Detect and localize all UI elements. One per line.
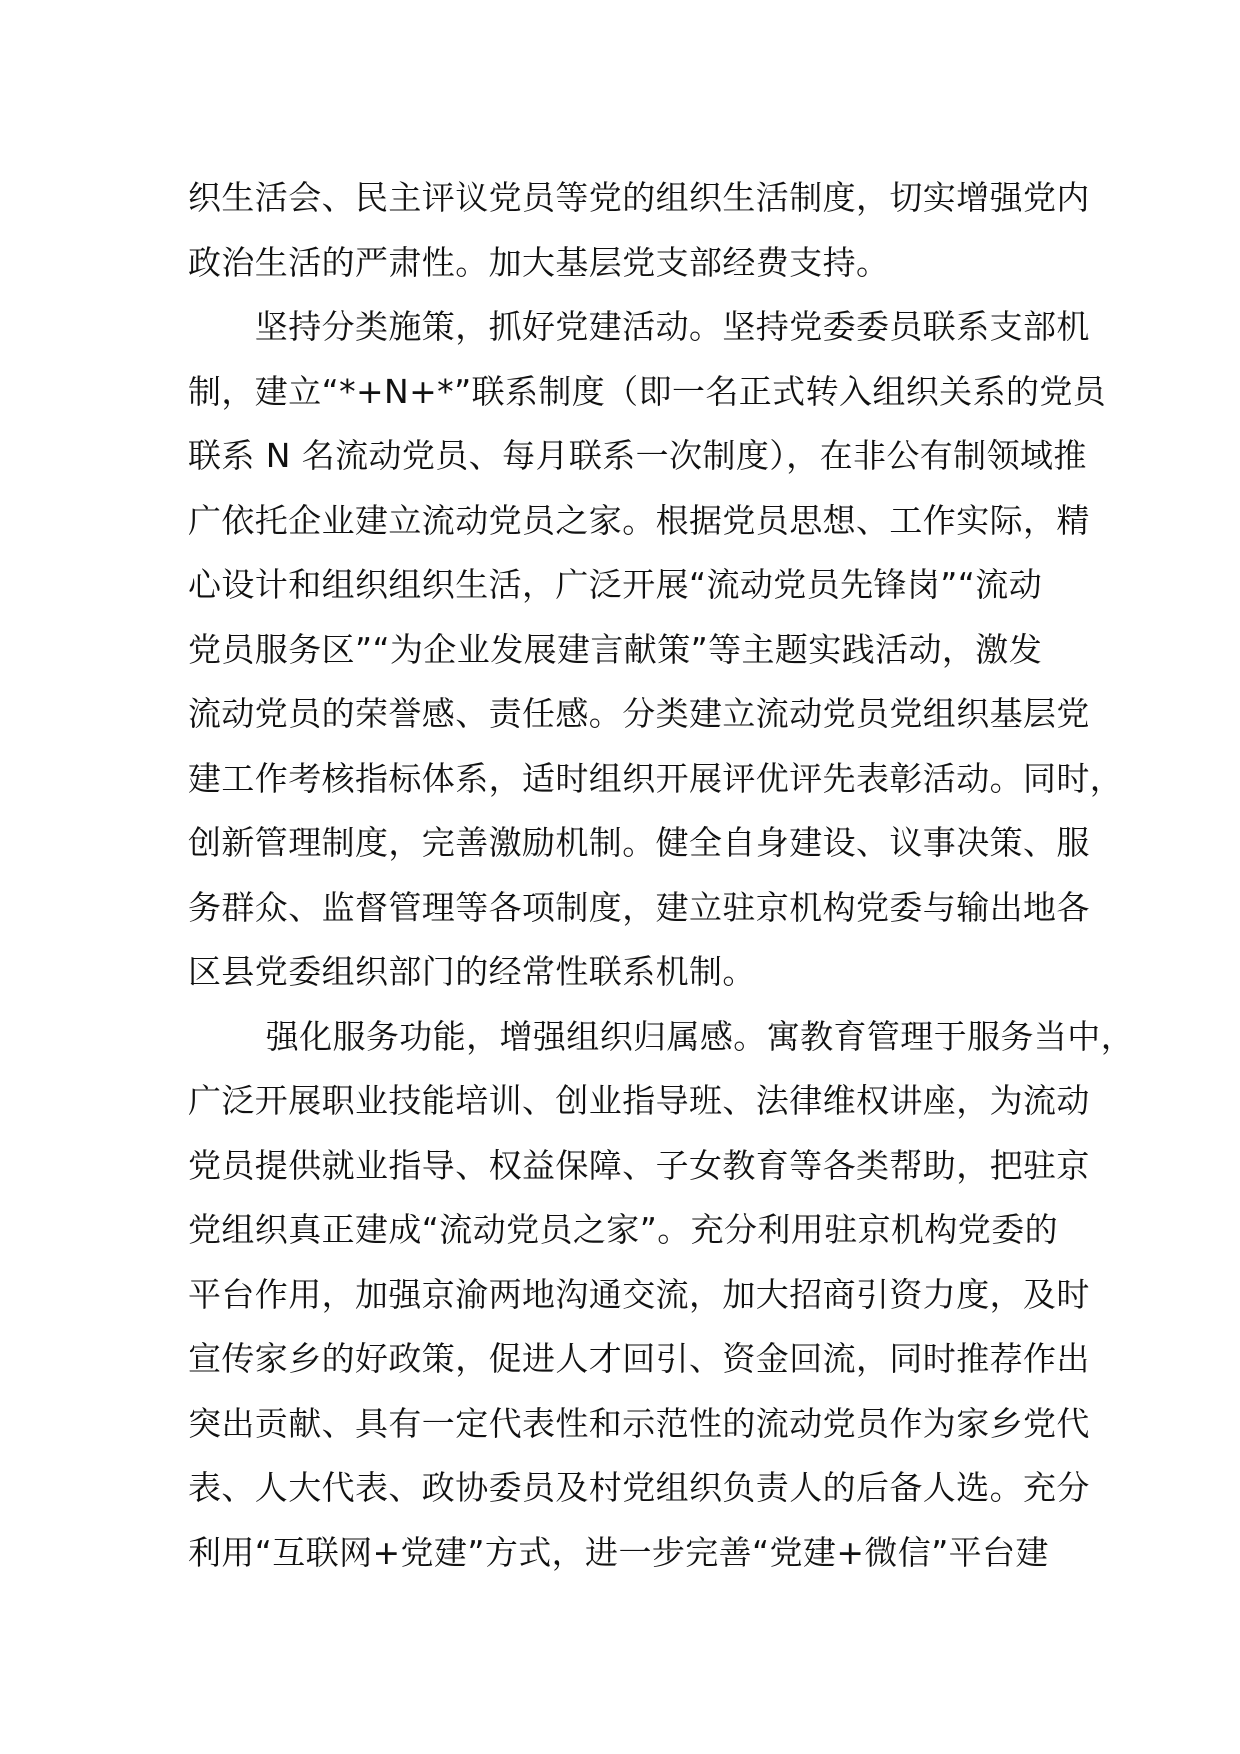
- text-line: 创新管理制度，完善激励机制。健全自身建设、议事决策、服: [188, 823, 1090, 862]
- paragraph-start-line: 强化服务功能，增强组织归属感。寓教育管理于服务当中，: [188, 1016, 1135, 1056]
- text-line: 利用“互联网+党建”方式，进一步完善“党建+微信”平台建: [188, 1532, 1049, 1572]
- text-line: 心设计和组织组织生活，广泛开展“流动党员先锋岗”“流动: [188, 565, 1043, 604]
- text-line: 区县党委组织部门的经常性联系机制。: [188, 952, 756, 991]
- text-line: 广泛开展职业技能培训、创业指导班、法律维权讲座，为流动: [188, 1081, 1090, 1120]
- text-line: 广依托企业建立流动党员之家。根据党员思想、工作实际，精: [188, 500, 1090, 540]
- text-line: 织生活会、民主评议党员等党的组织生活制度，切实增强党内: [188, 178, 1090, 217]
- text-line: 平台作用，加强京渝两地沟通交流，加大招商引资力度，及时: [188, 1274, 1090, 1314]
- text-line: 党员提供就业指导、权益保障、子女教育等各类帮助，把驻京: [188, 1145, 1090, 1185]
- text-line: 联系 N 名流动党员、每月联系一次制度），在非公有制领域推: [188, 436, 1087, 475]
- text-line: 建工作考核指标体系，适时组织开展评优评先表彰活动。同时，: [188, 758, 1124, 798]
- text-line: 流动党员的荣誉感、责任感。分类建立流动党员党组织基层党: [188, 694, 1090, 733]
- text-line: 党组织真正建成“流动党员之家”。充分利用驻京机构党委的: [188, 1210, 1058, 1249]
- body-text: [188, 166, 1135, 1585]
- text-line: 政治生活的严肃性。加大基层党支部经费支持。: [188, 242, 890, 282]
- text-line: 突出贡献、具有一定代表性和示范性的流动党员作为家乡党代: [188, 1403, 1090, 1443]
- text-line: 务群众、监督管理等各项制度，建立驻京机构党委与输出地各: [188, 887, 1090, 927]
- text-line: 表、人大代表、政协委员及村党组织负责人的后备人选。充分: [188, 1468, 1090, 1507]
- text-line: 制，建立“*+N+*”联系制度（即一名正式转入组织关系的党员: [188, 371, 1107, 411]
- paragraph-start-line: 坚持分类施策，抓好党建活动。坚持党委委员联系支部机: [188, 307, 1090, 346]
- text-line: 宣传家乡的好政策，促进人才回引、资金回流，同时推荐作出: [188, 1339, 1090, 1378]
- text-line: 党员服务区”“为企业发展建言献策”等主题实践活动，激发: [188, 629, 1043, 669]
